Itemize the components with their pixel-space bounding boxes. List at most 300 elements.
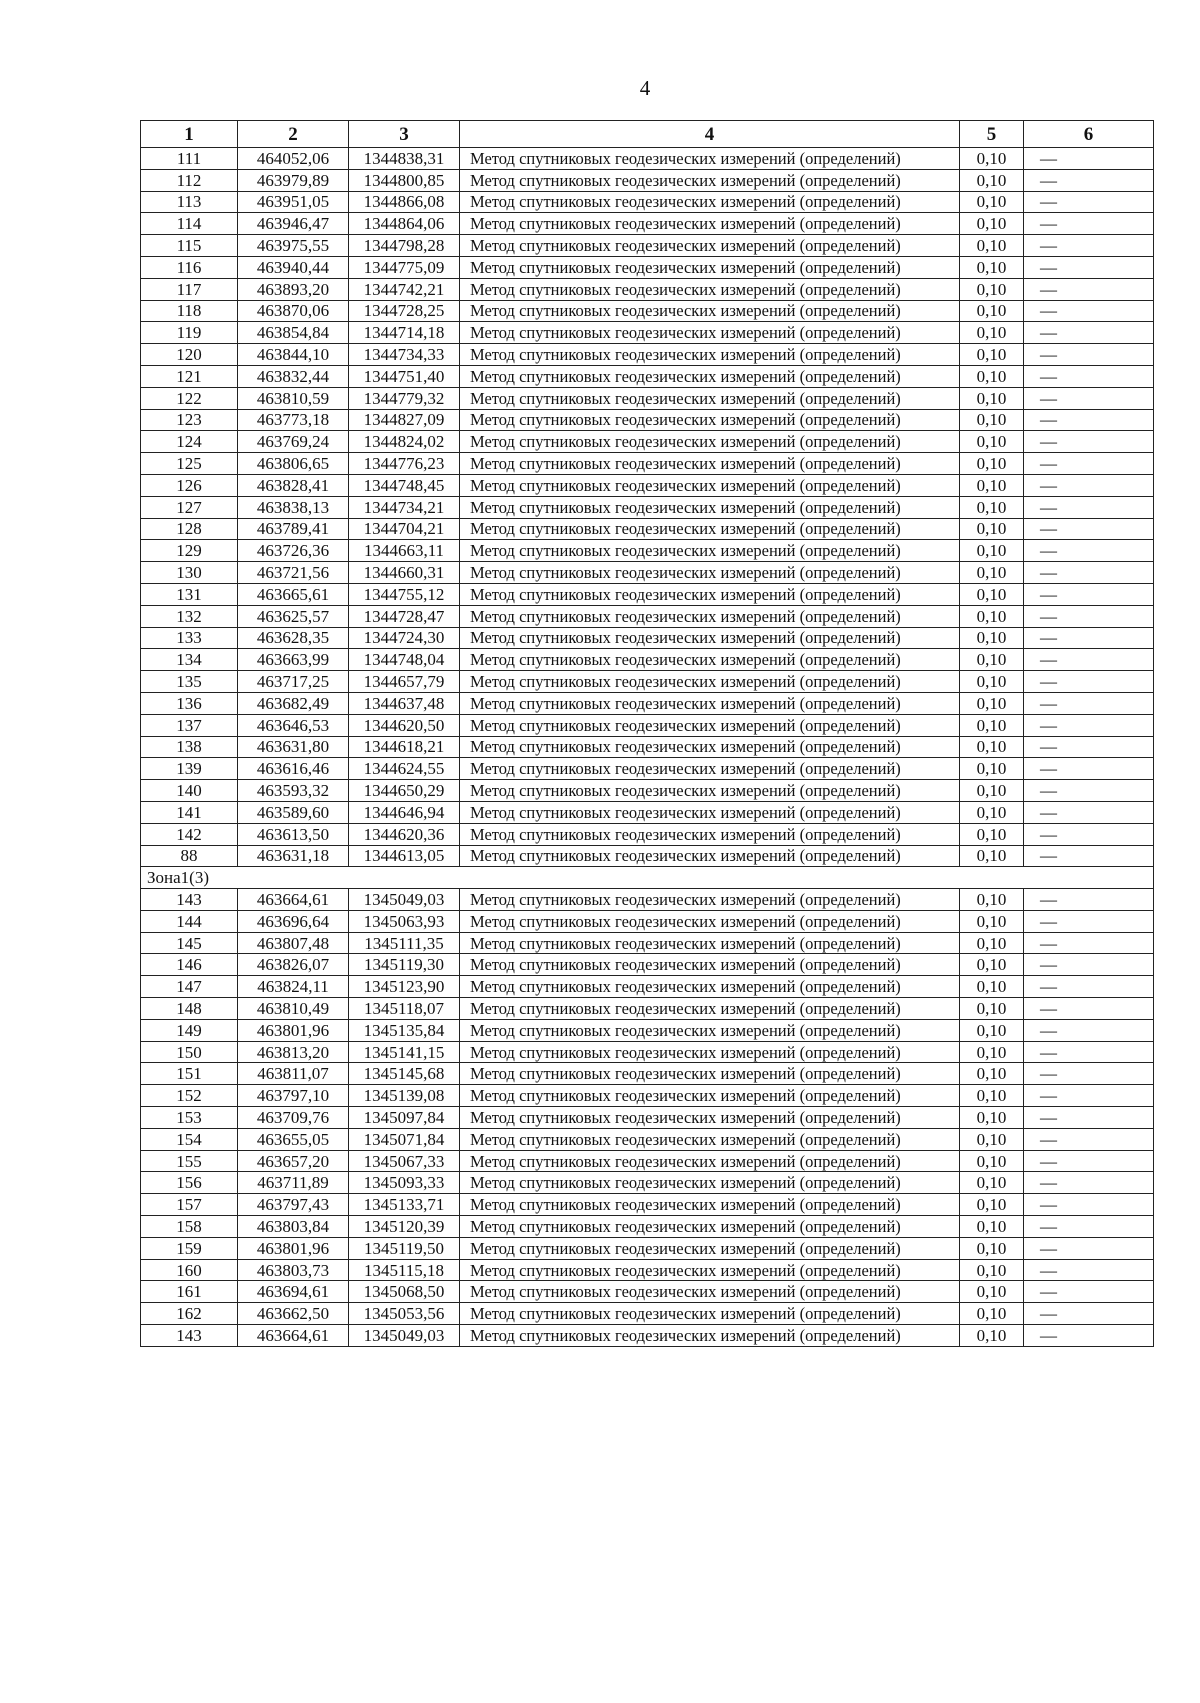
- point-number: 121: [141, 365, 238, 387]
- table-row: [141, 1107, 1154, 1129]
- coordinate-y: 1345115,18: [349, 1259, 460, 1281]
- table-row: [141, 1259, 1154, 1281]
- table-row: [141, 1281, 1154, 1303]
- precision-value: 0,10: [960, 148, 1024, 170]
- dash-mark: —: [1024, 1216, 1154, 1238]
- coordinate-x: 463870,06: [238, 300, 349, 322]
- precision-value: 0,10: [960, 540, 1024, 562]
- precision-value: 0,10: [960, 714, 1024, 736]
- method-description: Метод спутниковых геодезических измерений (определений): [460, 954, 960, 976]
- coordinate-x: 463663,99: [238, 649, 349, 671]
- coordinate-y: 1344838,31: [349, 148, 460, 170]
- method-description: Метод спутниковых геодезических измерений (определений): [460, 453, 960, 475]
- dash-mark: —: [1024, 169, 1154, 191]
- point-number: 112: [141, 169, 238, 191]
- coordinate-y: 1345111,35: [349, 932, 460, 954]
- coordinate-x: 463711,89: [238, 1172, 349, 1194]
- coordinate-y: 1345093,33: [349, 1172, 460, 1194]
- method-description: Метод спутниковых геодезических измерений (определений): [460, 736, 960, 758]
- precision-value: 0,10: [960, 692, 1024, 714]
- coordinate-x: 463721,56: [238, 562, 349, 584]
- point-number: 128: [141, 518, 238, 540]
- method-description: Метод спутниковых геодезических измерений (определений): [460, 627, 960, 649]
- method-description: Метод спутниковых геодезических измерений (определений): [460, 910, 960, 932]
- precision-value: 0,10: [960, 169, 1024, 191]
- method-description: Метод спутниковых геодезических измерений (определений): [460, 801, 960, 823]
- point-number: 149: [141, 1019, 238, 1041]
- dash-mark: —: [1024, 976, 1154, 998]
- dash-mark: —: [1024, 714, 1154, 736]
- coordinate-x: 463810,49: [238, 998, 349, 1020]
- method-description: Метод спутниковых геодезических измерений (определений): [460, 1325, 960, 1347]
- dash-mark: —: [1024, 736, 1154, 758]
- point-number: 88: [141, 845, 238, 867]
- precision-value: 0,10: [960, 649, 1024, 671]
- method-description: Метод спутниковых геодезических измерений (определений): [460, 1107, 960, 1129]
- dash-mark: —: [1024, 801, 1154, 823]
- coordinate-y: 1344800,85: [349, 169, 460, 191]
- table-row: [141, 1194, 1154, 1216]
- table-row: [141, 649, 1154, 671]
- method-description: Метод спутниковых геодезических измерений (определений): [460, 169, 960, 191]
- precision-value: 0,10: [960, 845, 1024, 867]
- coordinate-x: 463694,61: [238, 1281, 349, 1303]
- coordinate-x: 463801,96: [238, 1019, 349, 1041]
- method-description: Метод спутниковых геодезических измерений (определений): [460, 714, 960, 736]
- coordinate-x: 463613,50: [238, 823, 349, 845]
- coordinate-x: 463979,89: [238, 169, 349, 191]
- dash-mark: —: [1024, 583, 1154, 605]
- column-header: 3: [349, 121, 460, 148]
- table-row: [141, 605, 1154, 627]
- method-description: Метод спутниковых геодезических измерений (определений): [460, 300, 960, 322]
- table-row: [141, 1216, 1154, 1238]
- table-row: [141, 998, 1154, 1020]
- point-number: 131: [141, 583, 238, 605]
- method-description: Метод спутниковых геодезических измерений (определений): [460, 1216, 960, 1238]
- table-row: [141, 300, 1154, 322]
- precision-value: 0,10: [960, 1150, 1024, 1172]
- coordinate-y: 1344728,25: [349, 300, 460, 322]
- dash-mark: —: [1024, 1325, 1154, 1347]
- method-description: Метод спутниковых геодезических измерений (определений): [460, 583, 960, 605]
- precision-value: 0,10: [960, 1281, 1024, 1303]
- coordinate-x: 463824,11: [238, 976, 349, 998]
- table-row: [141, 235, 1154, 257]
- coordinate-x: 463662,50: [238, 1303, 349, 1325]
- point-number: 113: [141, 191, 238, 213]
- dash-mark: —: [1024, 474, 1154, 496]
- method-description: Метод спутниковых геодезических измерений (определений): [460, 692, 960, 714]
- coordinate-x: 463807,48: [238, 932, 349, 954]
- coordinate-y: 1345053,56: [349, 1303, 460, 1325]
- point-number: 148: [141, 998, 238, 1020]
- table-row: [141, 278, 1154, 300]
- point-number: 119: [141, 322, 238, 344]
- coordinate-x: 463813,20: [238, 1041, 349, 1063]
- precision-value: 0,10: [960, 474, 1024, 496]
- table-row: [141, 714, 1154, 736]
- coordinate-y: 1345049,03: [349, 889, 460, 911]
- coordinate-y: 1345119,50: [349, 1237, 460, 1259]
- coordinate-y: 1345135,84: [349, 1019, 460, 1041]
- point-number: 146: [141, 954, 238, 976]
- dash-mark: —: [1024, 453, 1154, 475]
- coordinate-y: 1345071,84: [349, 1128, 460, 1150]
- method-description: Метод спутниковых геодезических измерений (определений): [460, 1085, 960, 1107]
- coordinate-x: 463616,46: [238, 758, 349, 780]
- precision-value: 0,10: [960, 889, 1024, 911]
- zone-header-row: [141, 867, 1154, 889]
- precision-value: 0,10: [960, 823, 1024, 845]
- dash-mark: —: [1024, 256, 1154, 278]
- dash-mark: —: [1024, 1303, 1154, 1325]
- point-number: 143: [141, 889, 238, 911]
- table-row: [141, 1019, 1154, 1041]
- coordinate-x: 463797,10: [238, 1085, 349, 1107]
- coordinate-y: 1344618,21: [349, 736, 460, 758]
- coordinate-y: 1344646,94: [349, 801, 460, 823]
- table-row: [141, 256, 1154, 278]
- method-description: Метод спутниковых геодезических измерений (определений): [460, 1194, 960, 1216]
- precision-value: 0,10: [960, 1041, 1024, 1063]
- table-row: [141, 169, 1154, 191]
- table-row: [141, 409, 1154, 431]
- method-description: Метод спутниковых геодезических измерений (определений): [460, 191, 960, 213]
- point-number: 126: [141, 474, 238, 496]
- coordinate-x: 463665,61: [238, 583, 349, 605]
- coordinates-table: [140, 120, 1154, 1347]
- method-description: Метод спутниковых геодезических измерений (определений): [460, 1172, 960, 1194]
- table-row: [141, 1128, 1154, 1150]
- method-description: Метод спутниковых геодезических измерений (определений): [460, 976, 960, 998]
- method-description: Метод спутниковых геодезических измерений (определений): [460, 1128, 960, 1150]
- coordinate-y: 1344748,04: [349, 649, 460, 671]
- point-number: 111: [141, 148, 238, 170]
- dash-mark: —: [1024, 889, 1154, 911]
- point-number: 133: [141, 627, 238, 649]
- dash-mark: —: [1024, 1259, 1154, 1281]
- coordinate-y: 1344866,08: [349, 191, 460, 213]
- method-description: Метод спутниковых геодезических измерений (определений): [460, 1259, 960, 1281]
- method-description: Метод спутниковых геодезических измерений (определений): [460, 1063, 960, 1085]
- table-row: [141, 1063, 1154, 1085]
- point-number: 139: [141, 758, 238, 780]
- coordinate-x: 463803,84: [238, 1216, 349, 1238]
- point-number: 159: [141, 1237, 238, 1259]
- coordinate-y: 1344650,29: [349, 780, 460, 802]
- precision-value: 0,10: [960, 1172, 1024, 1194]
- coordinate-y: 1344728,47: [349, 605, 460, 627]
- column-header: 5: [960, 121, 1024, 148]
- precision-value: 0,10: [960, 605, 1024, 627]
- column-header: 1: [141, 121, 238, 148]
- dash-mark: —: [1024, 998, 1154, 1020]
- precision-value: 0,10: [960, 1128, 1024, 1150]
- dash-mark: —: [1024, 235, 1154, 257]
- coordinate-y: 1345120,39: [349, 1216, 460, 1238]
- point-number: 137: [141, 714, 238, 736]
- table-row: [141, 496, 1154, 518]
- point-number: 114: [141, 213, 238, 235]
- method-description: Метод спутниковых геодезических измерений (определений): [460, 932, 960, 954]
- coordinate-y: 1345123,90: [349, 976, 460, 998]
- coordinate-y: 1345049,03: [349, 1325, 460, 1347]
- precision-value: 0,10: [960, 758, 1024, 780]
- method-description: Метод спутниковых геодезических измерений (определений): [460, 758, 960, 780]
- coordinate-x: 463826,07: [238, 954, 349, 976]
- coordinate-x: 463838,13: [238, 496, 349, 518]
- method-description: Метод спутниковых геодезических измерений (определений): [460, 1019, 960, 1041]
- coordinate-y: 1345063,93: [349, 910, 460, 932]
- precision-value: 0,10: [960, 736, 1024, 758]
- table-row: [141, 1303, 1154, 1325]
- method-description: Метод спутниковых геодезических измерений (определений): [460, 256, 960, 278]
- method-description: Метод спутниковых геодезических измерений (определений): [460, 1303, 960, 1325]
- coordinate-y: 1344779,32: [349, 387, 460, 409]
- point-number: 115: [141, 235, 238, 257]
- table-row: [141, 322, 1154, 344]
- precision-value: 0,10: [960, 932, 1024, 954]
- table-row: [141, 910, 1154, 932]
- point-number: 144: [141, 910, 238, 932]
- zone-label: Зона1(3): [141, 867, 1154, 889]
- dash-mark: —: [1024, 845, 1154, 867]
- coordinate-x: 463828,41: [238, 474, 349, 496]
- coordinate-x: 463664,61: [238, 889, 349, 911]
- coordinate-y: 1344748,45: [349, 474, 460, 496]
- point-number: 156: [141, 1172, 238, 1194]
- point-number: 134: [141, 649, 238, 671]
- table-row: [141, 954, 1154, 976]
- coordinate-x: 463646,53: [238, 714, 349, 736]
- point-number: 153: [141, 1107, 238, 1129]
- coordinate-x: 463655,05: [238, 1128, 349, 1150]
- coordinate-y: 1345068,50: [349, 1281, 460, 1303]
- method-description: Метод спутниковых геодезических измерений (определений): [460, 431, 960, 453]
- table-row: [141, 1172, 1154, 1194]
- method-description: Метод спутниковых геодезических измерений (определений): [460, 1281, 960, 1303]
- column-header: 2: [238, 121, 349, 148]
- coordinate-x: 463975,55: [238, 235, 349, 257]
- coordinates-table-body: [141, 121, 1154, 1347]
- method-description: Метод спутниковых геодезических измерений (определений): [460, 474, 960, 496]
- coordinate-y: 1345139,08: [349, 1085, 460, 1107]
- precision-value: 0,10: [960, 344, 1024, 366]
- precision-value: 0,10: [960, 976, 1024, 998]
- method-description: Метод спутниковых геодезических измерений (определений): [460, 889, 960, 911]
- dash-mark: —: [1024, 1194, 1154, 1216]
- table-row: [141, 758, 1154, 780]
- point-number: 120: [141, 344, 238, 366]
- table-row: [141, 780, 1154, 802]
- coordinate-x: 463657,20: [238, 1150, 349, 1172]
- coordinate-y: 1345133,71: [349, 1194, 460, 1216]
- precision-value: 0,10: [960, 801, 1024, 823]
- dash-mark: —: [1024, 1041, 1154, 1063]
- precision-value: 0,10: [960, 562, 1024, 584]
- coordinate-x: 463628,35: [238, 627, 349, 649]
- coordinate-x: 463773,18: [238, 409, 349, 431]
- coordinate-y: 1344755,12: [349, 583, 460, 605]
- method-description: Метод спутниковых геодезических измерений (определений): [460, 1237, 960, 1259]
- coordinate-y: 1344798,28: [349, 235, 460, 257]
- precision-value: 0,10: [960, 1194, 1024, 1216]
- precision-value: 0,10: [960, 1237, 1024, 1259]
- table-row: [141, 801, 1154, 823]
- dash-mark: —: [1024, 300, 1154, 322]
- coordinate-x: 463664,61: [238, 1325, 349, 1347]
- coordinate-x: 463811,07: [238, 1063, 349, 1085]
- dash-mark: —: [1024, 1128, 1154, 1150]
- coordinate-y: 1344613,05: [349, 845, 460, 867]
- point-number: 135: [141, 671, 238, 693]
- precision-value: 0,10: [960, 191, 1024, 213]
- method-description: Метод спутниковых геодезических измерений (определений): [460, 823, 960, 845]
- dash-mark: —: [1024, 191, 1154, 213]
- method-description: Метод спутниковых геодезических измерений (определений): [460, 671, 960, 693]
- precision-value: 0,10: [960, 1303, 1024, 1325]
- table-row: [141, 387, 1154, 409]
- coordinate-x: 463810,59: [238, 387, 349, 409]
- table-row: [141, 976, 1154, 998]
- coordinate-y: 1344620,50: [349, 714, 460, 736]
- method-description: Метод спутниковых геодезических измерений (определений): [460, 562, 960, 584]
- table-row: [141, 1325, 1154, 1347]
- coordinate-x: 463893,20: [238, 278, 349, 300]
- precision-value: 0,10: [960, 365, 1024, 387]
- dash-mark: —: [1024, 1085, 1154, 1107]
- table-row: [141, 213, 1154, 235]
- point-number: 152: [141, 1085, 238, 1107]
- dash-mark: —: [1024, 605, 1154, 627]
- precision-value: 0,10: [960, 1063, 1024, 1085]
- point-number: 118: [141, 300, 238, 322]
- method-description: Метод спутниковых геодезических измерений (определений): [460, 518, 960, 540]
- coordinate-x: 463769,24: [238, 431, 349, 453]
- dash-mark: —: [1024, 954, 1154, 976]
- table-row: [141, 453, 1154, 475]
- coordinate-x: 463844,10: [238, 344, 349, 366]
- coordinate-y: 1344620,36: [349, 823, 460, 845]
- point-number: 160: [141, 1259, 238, 1281]
- coordinate-x: 463696,64: [238, 910, 349, 932]
- dash-mark: —: [1024, 823, 1154, 845]
- method-description: Метод спутниковых геодезических измерений (определений): [460, 649, 960, 671]
- table-row: [141, 518, 1154, 540]
- coordinate-y: 1344742,21: [349, 278, 460, 300]
- column-header: 6: [1024, 121, 1154, 148]
- coordinate-y: 1344824,02: [349, 431, 460, 453]
- coordinate-y: 1344827,09: [349, 409, 460, 431]
- coordinate-y: 1345118,07: [349, 998, 460, 1020]
- dash-mark: —: [1024, 910, 1154, 932]
- dash-mark: —: [1024, 518, 1154, 540]
- coordinate-y: 1344704,21: [349, 518, 460, 540]
- precision-value: 0,10: [960, 213, 1024, 235]
- table-row: [141, 1237, 1154, 1259]
- method-description: Метод спутниковых геодезических измерений (определений): [460, 540, 960, 562]
- coordinate-x: 463806,65: [238, 453, 349, 475]
- precision-value: 0,10: [960, 256, 1024, 278]
- dash-mark: —: [1024, 496, 1154, 518]
- dash-mark: —: [1024, 1281, 1154, 1303]
- method-description: Метод спутниковых геодезических измерений (определений): [460, 1041, 960, 1063]
- precision-value: 0,10: [960, 431, 1024, 453]
- precision-value: 0,10: [960, 322, 1024, 344]
- coordinate-x: 463946,47: [238, 213, 349, 235]
- dash-mark: —: [1024, 627, 1154, 649]
- point-number: 158: [141, 1216, 238, 1238]
- point-number: 150: [141, 1041, 238, 1063]
- point-number: 129: [141, 540, 238, 562]
- method-description: Метод спутниковых геодезических измерений (определений): [460, 998, 960, 1020]
- dash-mark: —: [1024, 278, 1154, 300]
- table-row: [141, 540, 1154, 562]
- point-number: 145: [141, 932, 238, 954]
- table-row: [141, 191, 1154, 213]
- coordinate-y: 1344751,40: [349, 365, 460, 387]
- point-number: 162: [141, 1303, 238, 1325]
- point-number: 141: [141, 801, 238, 823]
- point-number: 138: [141, 736, 238, 758]
- point-number: 132: [141, 605, 238, 627]
- table-row: [141, 692, 1154, 714]
- dash-mark: —: [1024, 540, 1154, 562]
- coordinate-x: 463854,84: [238, 322, 349, 344]
- precision-value: 0,10: [960, 910, 1024, 932]
- coordinate-y: 1345097,84: [349, 1107, 460, 1129]
- table-row: [141, 474, 1154, 496]
- precision-value: 0,10: [960, 387, 1024, 409]
- table-row: [141, 365, 1154, 387]
- coordinate-y: 1344864,06: [349, 213, 460, 235]
- point-number: 140: [141, 780, 238, 802]
- dash-mark: —: [1024, 365, 1154, 387]
- coordinate-y: 1344734,33: [349, 344, 460, 366]
- dash-mark: —: [1024, 387, 1154, 409]
- dash-mark: —: [1024, 1237, 1154, 1259]
- point-number: 161: [141, 1281, 238, 1303]
- dash-mark: —: [1024, 649, 1154, 671]
- dash-mark: —: [1024, 1019, 1154, 1041]
- precision-value: 0,10: [960, 1107, 1024, 1129]
- coordinate-y: 1344776,23: [349, 453, 460, 475]
- coordinate-x: 463940,44: [238, 256, 349, 278]
- coordinate-x: 463803,73: [238, 1259, 349, 1281]
- coordinate-y: 1344775,09: [349, 256, 460, 278]
- table-row: [141, 148, 1154, 170]
- coordinate-x: 463726,36: [238, 540, 349, 562]
- method-description: Метод спутниковых геодезических измерений (определений): [460, 780, 960, 802]
- dash-mark: —: [1024, 692, 1154, 714]
- coordinate-y: 1344663,11: [349, 540, 460, 562]
- point-number: 136: [141, 692, 238, 714]
- method-description: Метод спутниковых геодезических измерений (определений): [460, 496, 960, 518]
- method-description: Метод спутниковых геодезических измерений (определений): [460, 235, 960, 257]
- point-number: 117: [141, 278, 238, 300]
- coordinate-y: 1344714,18: [349, 322, 460, 344]
- dash-mark: —: [1024, 409, 1154, 431]
- precision-value: 0,10: [960, 1216, 1024, 1238]
- dash-mark: —: [1024, 1150, 1154, 1172]
- column-header: 4: [460, 121, 960, 148]
- method-description: Метод спутниковых геодезических измерений (определений): [460, 387, 960, 409]
- coordinate-x: 463717,25: [238, 671, 349, 693]
- point-number: 142: [141, 823, 238, 845]
- coordinate-x: 463797,43: [238, 1194, 349, 1216]
- precision-value: 0,10: [960, 300, 1024, 322]
